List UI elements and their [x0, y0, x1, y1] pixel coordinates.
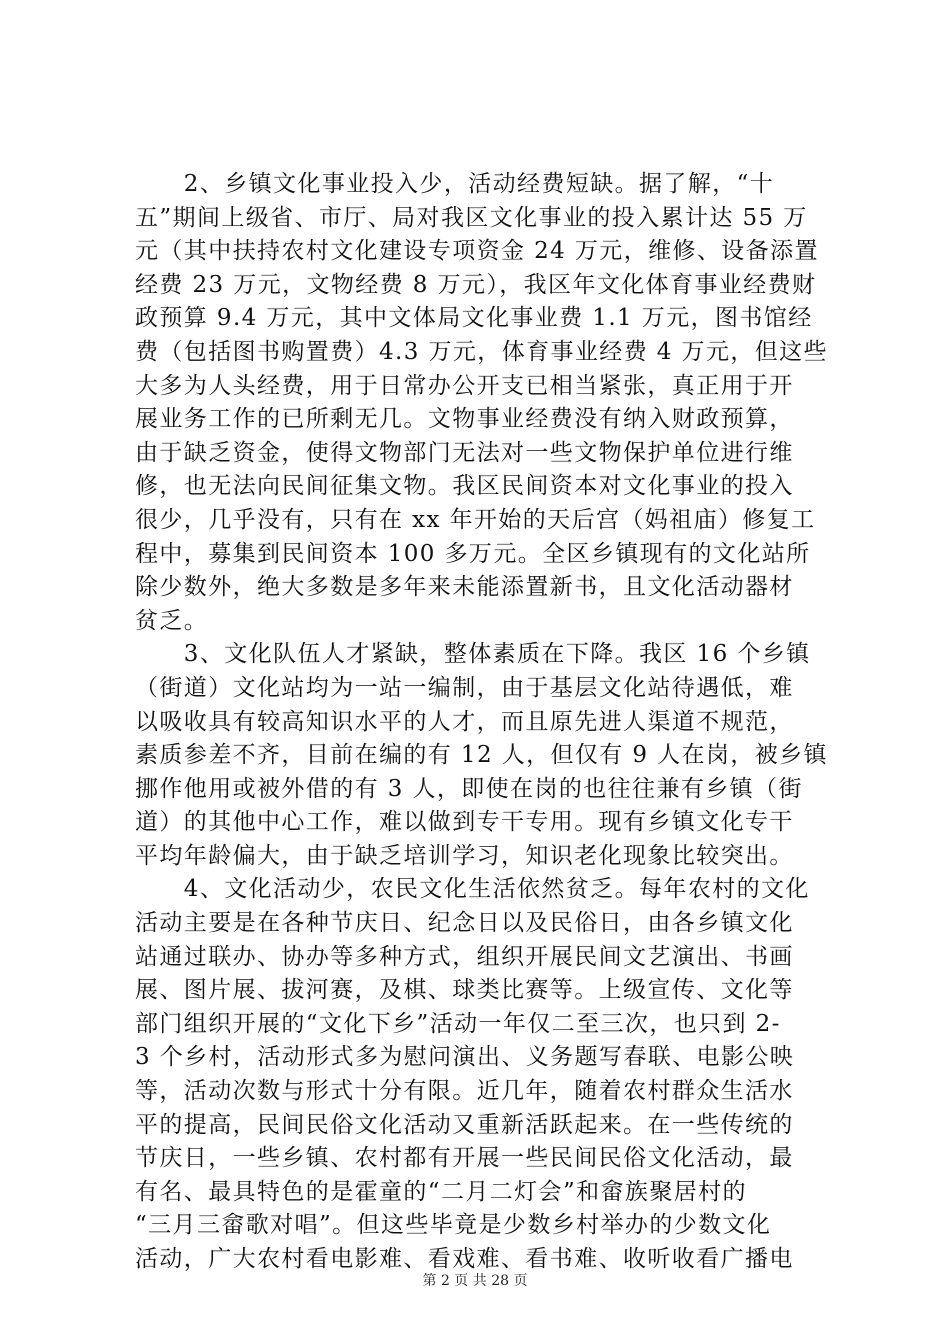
text-line: 素质参差不齐，目前在编的有 12 人，但仅有 9 人在岗，被乡镇	[135, 742, 828, 769]
text-line: 政预算 9.4 万元，其中文体局文化事业费 1.1 万元，图书馆经	[135, 305, 813, 332]
text-line: 除少数外，绝大多数是多年来未能添置新书，且文化活动器材	[135, 574, 794, 601]
text-line: 2、乡镇文化事业投入少，活动经费短缺。据了解，“十	[135, 171, 775, 197]
text-line: 平的提高，民间民俗文化活动又重新活跃起来。在一些传统的	[135, 1111, 794, 1138]
text-line: 展业务工作的已所剩无几。文物事业经费没有纳入财政预算，	[135, 406, 794, 433]
text-line: 活动主要是在各种节庆日、纪念日以及民俗日，由各乡镇文化	[135, 910, 794, 937]
text-line: 费（包括图书购置费）4.3 万元，体育事业经费 4 万元，但这些	[135, 338, 828, 365]
text-line: 4、文化活动少，农民文化生活依然贫乏。每年农村的文化	[135, 876, 810, 903]
text-line: 展、图片展、拔河赛，及棋、球类比赛等。上级宣传、文化等	[135, 977, 794, 1004]
text-line: 贫乏。	[135, 607, 209, 634]
page-footer: 第 2 页 共 28 页	[422, 1273, 528, 1289]
text-line: “三月三畲歌对唱”。但这些毕竟是少数乡村举办的少数文化	[135, 1212, 772, 1239]
text-line: 活动，广大农村看电影难、看戏难、看书难、收听收看广播电	[135, 1246, 794, 1272]
text-line: 平均年龄偏大，由于缺乏培训学习，知识老化现象比较突出。	[135, 842, 794, 869]
text-line: 挪作他用或被外借的有 3 人，即使在岗的也往往兼有乡镇（街	[135, 775, 803, 802]
text-line: 大多为人头经费，用于日常办公开支已相当紧张，真正用于开	[135, 372, 794, 399]
text-line: 3、文化队伍人才紧缺，整体素质在下降。我区 16 个乡镇	[135, 641, 811, 668]
text-line: 很少，几乎没有，只有在 xx 年开始的天后宫（妈祖庙）修复工	[135, 506, 816, 533]
text-line: 以吸收具有较高知识水平的人才，而且原先进人渠道不规范，	[135, 708, 794, 735]
text-line: 道）的其他中心工作，难以做到专干专用。现有乡镇文化专干	[135, 809, 794, 836]
text-line: （街道）文化站均为一站一编制，由于基层文化站待遇低，难	[135, 674, 794, 701]
text-line: 等，活动次数与形式十分有限。近几年，随着农村群众生活水	[135, 1078, 794, 1105]
text-line: 修，也无法向民间征集文物。我区民间资本对文化事业的投入	[135, 473, 794, 500]
text-line: 有名、最具特色的是霍童的“二月二灯会”和畲族聚居村的	[135, 1178, 747, 1205]
text-line: 3 个乡村，活动形式多为慰问演出、义务题写春联、电影公映	[135, 1044, 795, 1071]
body-text	[135, 168, 835, 1277]
text-line: 经费 23 万元，文物经费 8 万元），我区年文化体育事业经费财	[135, 271, 817, 298]
text-line: 站通过联办、协办等多种方式，组织开展民间文艺演出、书画	[135, 943, 794, 970]
text-line: 元（其中扶持农村文化建设专项资金 24 万元，维修、设备添置	[135, 238, 819, 265]
text-line: 程中，募集到民间资本 100 多万元。全区乡镇现有的文化站所	[135, 540, 811, 567]
text-line: 五”期间上级省、市厅、局对我区文化事业的投入累计达 55 万	[135, 204, 808, 231]
text-line: 节庆日，一些乡镇、农村都有开展一些民间民俗文化活动，最	[135, 1145, 794, 1172]
text-line: 部门组织开展的“文化下乡”活动一年仅二至三次，也只到 2-	[135, 1010, 781, 1037]
text-line: 由于缺乏资金，使得文物部门无法对一些文物保护单位进行维	[135, 439, 794, 466]
